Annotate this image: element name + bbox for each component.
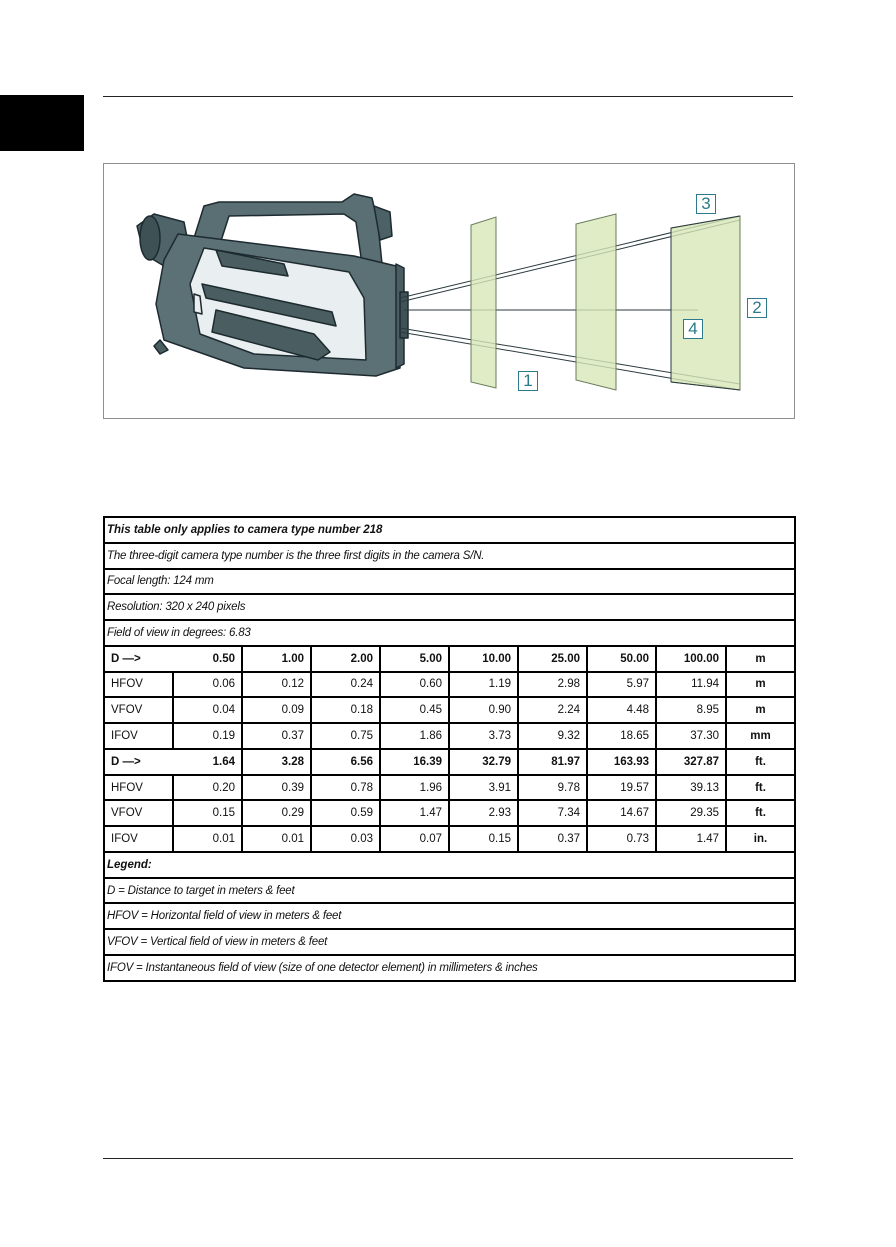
row-label: IFOV — [104, 826, 173, 852]
table-cell: 0.15 — [173, 800, 242, 826]
table-cell: 0.90 — [449, 697, 518, 723]
table-cell: 0.24 — [311, 672, 380, 698]
table-cell: 0.78 — [311, 775, 380, 801]
row-label: IFOV — [104, 723, 173, 749]
legend-row: D = Distance to target in meters & feet — [104, 878, 795, 904]
table-cell: 2.98 — [518, 672, 587, 698]
unit-cell: ft. — [726, 775, 795, 801]
legend-title: Legend: — [104, 852, 795, 878]
table-cell: 1.47 — [380, 800, 449, 826]
table-cell: 0.37 — [242, 723, 311, 749]
table-cell: 0.03 — [311, 826, 380, 852]
callout-1: 1 — [518, 371, 538, 391]
table-row — [104, 749, 795, 775]
table-cell: 81.97 — [518, 749, 587, 775]
table-cell: 0.20 — [173, 775, 242, 801]
table-cell: 18.65 — [587, 723, 656, 749]
table-cell: 1.19 — [449, 672, 518, 698]
table-cell: 0.19 — [173, 723, 242, 749]
table-row — [104, 800, 795, 826]
table-cell: 4.48 — [587, 697, 656, 723]
unit-cell: m — [726, 646, 795, 672]
table-cell: 0.01 — [173, 826, 242, 852]
table-cell: 0.15 — [449, 826, 518, 852]
row-label: HFOV — [104, 775, 173, 801]
table-cell: 0.37 — [518, 826, 587, 852]
header-rule — [103, 96, 793, 97]
field-of-view-table — [103, 516, 796, 982]
row-label: D —> — [104, 749, 173, 775]
camera-illustration — [137, 194, 408, 376]
table-cell: 0.39 — [242, 775, 311, 801]
table-cell: 0.06 — [173, 672, 242, 698]
callout-2: 2 — [747, 298, 767, 318]
unit-cell: ft. — [726, 749, 795, 775]
table-cell: 0.45 — [380, 697, 449, 723]
table-cell: 6.56 — [311, 749, 380, 775]
row-label: VFOV — [104, 800, 173, 826]
unit-cell: ft. — [726, 800, 795, 826]
table-cell: 9.32 — [518, 723, 587, 749]
legend-row: IFOV = Instantaneous field of view (size of one detector element) in millimeters & inches — [104, 955, 795, 981]
table-cell: 1.47 — [656, 826, 726, 852]
table-cell: 32.79 — [449, 749, 518, 775]
unit-cell: mm — [726, 723, 795, 749]
table-cell: 25.00 — [518, 646, 587, 672]
table-cell: 1.96 — [380, 775, 449, 801]
table-row — [104, 826, 795, 852]
table-cell: 3.73 — [449, 723, 518, 749]
table-cell: 0.07 — [380, 826, 449, 852]
table-info-row: Field of view in degrees: 6.83 — [104, 620, 795, 646]
table-cell: 0.29 — [242, 800, 311, 826]
legend-row: VFOV = Vertical field of view in meters & feet — [104, 929, 795, 955]
table-cell: 3.28 — [242, 749, 311, 775]
table-cell: 50.00 — [587, 646, 656, 672]
table-cell: 0.75 — [311, 723, 380, 749]
target-planes — [471, 214, 740, 390]
table-row — [104, 646, 795, 672]
unit-cell: m — [726, 672, 795, 698]
table-cell: 8.95 — [656, 697, 726, 723]
table-cell: 14.67 — [587, 800, 656, 826]
table-cell: 39.13 — [656, 775, 726, 801]
table-cell: 37.30 — [656, 723, 726, 749]
table-title: This table only applies to camera type number 218 — [104, 517, 795, 543]
camera-fov-illustration — [104, 164, 796, 420]
table-cell: 5.00 — [380, 646, 449, 672]
table-cell: 9.78 — [518, 775, 587, 801]
row-label: HFOV — [104, 672, 173, 698]
table-row — [104, 697, 795, 723]
table-cell: 0.18 — [311, 697, 380, 723]
unit-cell: in. — [726, 826, 795, 852]
table-cell: 327.87 — [656, 749, 726, 775]
row-label: D —> — [104, 646, 173, 672]
table-row — [104, 672, 795, 698]
table-cell: 7.34 — [518, 800, 587, 826]
table-info-row: Focal length: 124 mm — [104, 569, 795, 595]
table-cell: 2.00 — [311, 646, 380, 672]
table-cell: 1.64 — [173, 749, 242, 775]
table-info-row: The three-digit camera type number is the three first digits in the camera S/N. — [104, 543, 795, 569]
table-cell: 163.93 — [587, 749, 656, 775]
table-cell: 0.12 — [242, 672, 311, 698]
unit-cell: m — [726, 697, 795, 723]
table-cell: 19.57 — [587, 775, 656, 801]
table-cell: 0.04 — [173, 697, 242, 723]
table-cell: 0.50 — [173, 646, 242, 672]
legend-row: HFOV = Horizontal field of view in meters & feet — [104, 903, 795, 929]
table-cell: 1.00 — [242, 646, 311, 672]
table-cell: 3.91 — [449, 775, 518, 801]
table-cell: 0.01 — [242, 826, 311, 852]
table-cell: 0.59 — [311, 800, 380, 826]
table-row — [104, 723, 795, 749]
table-cell: 1.86 — [380, 723, 449, 749]
callout-3: 3 — [696, 194, 716, 214]
table-cell: 5.97 — [587, 672, 656, 698]
field-of-view-figure — [103, 163, 795, 419]
table-cell: 16.39 — [380, 749, 449, 775]
callout-4: 4 — [683, 319, 703, 339]
table-cell: 100.00 — [656, 646, 726, 672]
table-cell: 0.09 — [242, 697, 311, 723]
footer-rule — [103, 1158, 793, 1159]
table-cell: 29.35 — [656, 800, 726, 826]
table-info-row: Resolution: 320 x 240 pixels — [104, 594, 795, 620]
table-cell: 0.73 — [587, 826, 656, 852]
table-cell: 0.60 — [380, 672, 449, 698]
chapter-tab-marker — [0, 95, 84, 151]
table-row — [104, 775, 795, 801]
table-cell: 2.93 — [449, 800, 518, 826]
table-cell: 2.24 — [518, 697, 587, 723]
table-cell: 10.00 — [449, 646, 518, 672]
table-cell: 11.94 — [656, 672, 726, 698]
row-label: VFOV — [104, 697, 173, 723]
